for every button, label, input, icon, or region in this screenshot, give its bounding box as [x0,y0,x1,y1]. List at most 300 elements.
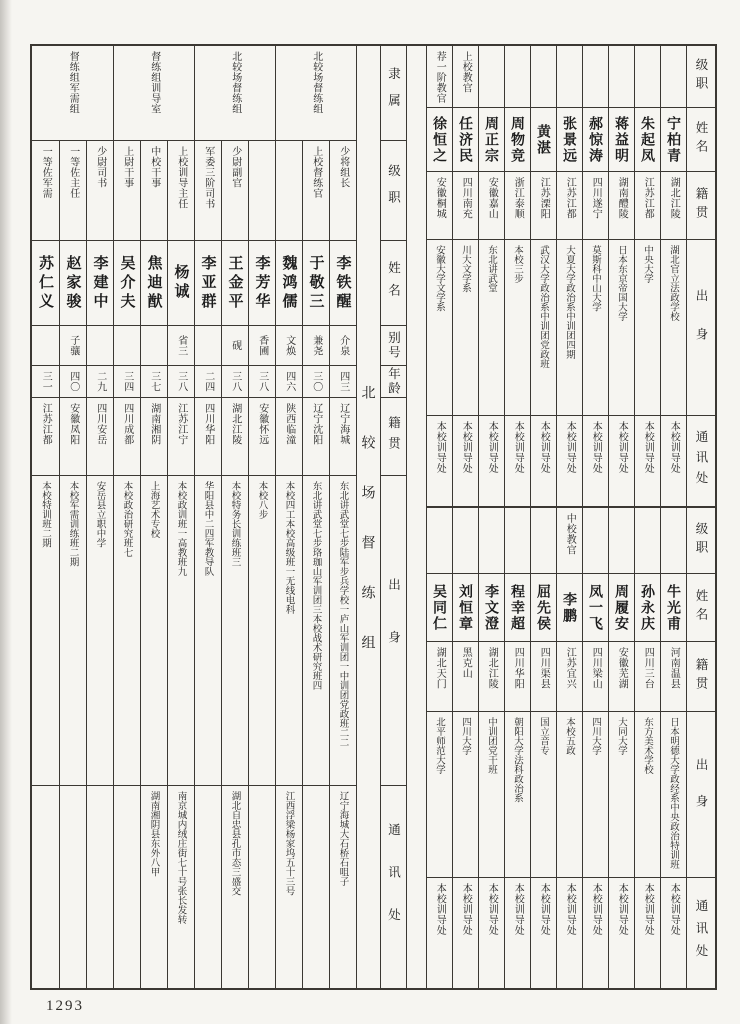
name-cell [530,108,556,171]
native-place-text: 浙江泰顺 [512,177,524,219]
native-place-cell [113,398,140,475]
person-name: 蒋益明 [614,115,630,164]
affiliation-cell [113,46,194,140]
background-text: 本校军需训练班二期 [67,481,79,567]
background-cell [478,712,504,877]
affiliation-row [32,46,356,141]
background-text: 四川大学 [460,717,471,755]
native-place-cell [140,398,167,475]
rank-cell [556,508,582,573]
contact-text: 本校训导处 [486,421,498,474]
native-place-cell [329,398,356,475]
native-place-row [426,642,686,712]
alias-cell [32,326,59,365]
age-text: 四〇 [67,371,79,392]
native-place-text: 四川华阳 [512,647,524,689]
rank-text: 上校训导主任 [175,146,187,209]
background-cell [530,240,556,415]
rank-cell [530,508,556,573]
alias-text: 介泉 [337,335,349,356]
rank-cell [582,508,608,573]
background-text: 大夏大学政治系中训团四期 [564,245,575,359]
background-text: 本校政训班一高教班九 [175,481,187,576]
background-cell [582,712,608,877]
age-cell [113,366,140,397]
background-row [426,712,686,878]
header-label: 通讯处 [386,823,401,951]
native-place-cell [478,642,504,711]
person-name: 张景远 [562,115,578,164]
right-top-table [426,46,686,508]
person-name: 焦迪猷 [145,254,163,312]
native-place-cell [248,398,275,475]
background-text: 中央大学 [642,245,653,283]
person-name: 李铁醒 [334,254,352,312]
background-text: 本校三步 [512,245,523,283]
alias-cell [221,326,248,365]
header-rank [687,508,715,574]
person-name: 周物竞 [510,115,526,164]
header-label: 籍贯 [694,658,708,695]
name-cell [167,241,194,325]
name-cell [86,241,113,325]
rank-cell [167,141,194,240]
header-background [687,712,715,878]
affiliation-text: 督练组训导室 [148,51,160,114]
person-name: 吴介夫 [118,254,136,312]
contact-text: 本校训导处 [616,421,628,474]
name-cell [608,108,634,171]
person-name: 吴同仁 [432,583,448,632]
background-cell [194,476,221,785]
header-label: 年龄 [386,367,401,396]
native-place-text: 湖北江陵 [229,403,241,445]
rank-cell [140,141,167,240]
native-place-text: 四川三台 [642,647,654,689]
native-place-text: 江苏江都 [40,403,52,445]
contact-cell [504,878,530,988]
address-row [32,786,356,988]
name-cell [329,241,356,325]
address-cell [302,786,329,988]
address-cell [59,786,86,988]
native-place-cell [167,398,194,475]
native-place-cell [275,398,302,475]
age-cell [275,366,302,397]
rank-cell [32,141,59,240]
name-cell [660,574,686,641]
header-label: 籍贯 [386,416,401,457]
age-cell [329,366,356,397]
background-cell [221,476,248,785]
native-place-row [426,172,686,240]
age-text: 三〇 [310,371,322,392]
header-background [687,240,715,416]
age-cell [221,366,248,397]
age-text: 四六 [283,371,295,392]
rank-cell [275,141,302,240]
native-place-text: 四川遂宁 [590,177,602,219]
person-name: 李文澄 [484,583,500,632]
background-cell [504,240,530,415]
background-cell [582,240,608,415]
rank-text: 中校干事 [148,146,160,188]
native-place-text: 四川安岳 [94,403,106,445]
contact-text: 本校训导处 [616,883,628,936]
name-cell [582,108,608,171]
alias-cell [113,326,140,365]
person-name: 程幸超 [510,583,526,632]
address-cell [140,786,167,988]
rank-text: 少将组长 [337,146,349,188]
header-name [381,241,406,326]
header-label: 姓名 [694,121,708,158]
native-place-cell [556,642,582,711]
rank-cell [248,141,275,240]
background-text: 东北讲武堂七步陆军步兵学校一庐山军训团一中训团党政班二二 [337,481,349,747]
age-text: 三四 [121,371,133,392]
name-cell [426,108,452,171]
native-place-text: 安徽凤阳 [67,403,79,445]
address-cell [32,786,59,988]
background-cell [167,476,194,785]
age-text: 二九 [94,371,106,392]
name-cell [302,241,329,325]
background-cell [660,712,686,877]
background-text: 本校特务长训练班三 [229,481,241,567]
person-name: 黄湛 [536,123,552,156]
registry-table-frame [30,44,717,990]
person-name: 任济民 [458,115,474,164]
age-cell [140,366,167,397]
native-place-text: 江苏江都 [642,177,654,219]
rank-cell [504,508,530,573]
native-place-cell [530,642,556,711]
header-label: 别号 [386,331,401,360]
contact-cell [556,416,582,506]
native-place-text: 四川南充 [460,177,472,219]
age-text: 三八 [256,371,268,392]
native-place-cell [194,398,221,475]
background-text: 日本东京帝国大学 [616,245,627,321]
person-name: 李亚群 [199,254,217,312]
contact-cell [660,878,686,988]
rank-cell [504,46,530,107]
background-text: 东方美术学校 [642,717,653,774]
person-name: 杨诚 [172,264,190,302]
name-cell [478,108,504,171]
background-text: 武汉大学政治系中训团党政班 [538,245,549,369]
rank-text: 一等佐军需 [40,146,52,199]
native-place-cell [660,172,686,239]
native-place-cell [478,172,504,239]
name-row [426,574,686,642]
contact-text: 本校训导处 [564,421,576,474]
contact-text: 本校训导处 [460,421,472,474]
contact-cell [478,878,504,988]
contact-text: 本校训导处 [434,883,446,936]
name-cell [634,108,660,171]
native-place-cell [582,642,608,711]
alias-cell [140,326,167,365]
name-cell [275,241,302,325]
background-text: 川大文学系 [460,245,471,293]
contact-text: 本校训导处 [590,421,602,474]
alias-text: 文焕 [283,335,295,356]
contact-text: 本校训导处 [668,883,680,936]
name-cell [582,574,608,641]
rank-cell [478,46,504,107]
native-place-text: 湖北江陵 [668,177,680,219]
rank-text: 一等佐主任 [67,146,79,199]
contact-text: 本校训导处 [512,421,524,474]
rank-cell [556,46,582,107]
background-text: 安岳县立职中学 [94,481,106,548]
contact-cell [582,878,608,988]
rank-row [426,508,686,574]
header-label: 姓名 [386,260,401,306]
header-name [687,574,715,642]
name-cell [32,241,59,325]
native-place-text: 辽宁沈阳 [310,403,322,445]
native-place-text: 安徽桐城 [434,177,446,219]
header-label: 隶属 [386,66,401,120]
age-text: 四三 [337,371,349,392]
header-label: 姓名 [694,589,708,626]
contact-cell [608,416,634,506]
contact-row [426,878,686,988]
background-cell [140,476,167,785]
native-place-cell [59,398,86,475]
native-place-cell [504,642,530,711]
contact-text: 本校训导处 [486,883,498,936]
native-place-text: 安徽嘉山 [486,177,498,219]
native-place-cell [556,172,582,239]
background-cell [452,712,478,877]
background-text: 安徽大学文学系 [434,245,445,312]
rank-cell [634,508,660,573]
name-cell [194,241,221,325]
name-cell [452,574,478,641]
contact-text: 本校训导处 [642,421,654,474]
background-cell [608,712,634,877]
rank-cell [478,508,504,573]
rank-text: 上尉干事 [121,146,133,188]
native-place-text: 辽宁海城 [337,403,349,445]
left-table [32,46,356,988]
section-title-strip [356,46,380,988]
name-row [32,241,356,326]
native-place-cell [582,172,608,239]
address-text: 南京城内绒庄街七十号张长发转 [175,791,187,924]
native-place-text: 湖北天门 [434,647,446,689]
affiliation-cell [32,46,113,140]
person-name: 徐恒之 [432,115,448,164]
background-cell [426,240,452,415]
header-name [687,108,715,172]
affiliation-text: 督练组军需组 [67,51,79,114]
alias-row [32,326,356,366]
alias-text: 兼尧 [310,335,322,356]
header-alias [381,326,406,366]
rank-cell [426,508,452,573]
person-name: 凤一飞 [588,583,604,632]
address-text: 江西浮梁杨家坞五十三号 [283,791,295,896]
affiliation-cell [275,46,356,140]
contact-cell [582,416,608,506]
alias-cell [329,326,356,365]
background-cell [113,476,140,785]
alias-cell [194,326,221,365]
native-place-text: 江苏溧阳 [538,177,550,219]
header-label: 通讯处 [694,899,708,967]
background-text: 日本明德大学政经系中央政治特训班 [668,717,679,869]
header-contact [687,878,715,988]
address-cell [248,786,275,988]
age-cell [194,366,221,397]
rank-text: 上校督练官 [310,146,322,199]
contact-text: 本校训导处 [590,883,602,936]
native-place-text: 四川华阳 [202,403,214,445]
native-place-cell [221,398,248,475]
native-place-cell [452,642,478,711]
native-place-text: 黑克山 [460,647,472,679]
native-place-text: 四川渠县 [538,647,550,689]
background-cell [59,476,86,785]
affiliation-cell [194,46,275,140]
header-rank [687,46,715,108]
age-text: 二四 [202,371,214,392]
contact-cell [556,878,582,988]
background-text: 四川大学 [590,717,601,755]
background-row [426,240,686,416]
address-cell [86,786,113,988]
native-place-text: 陕西临潼 [283,403,295,445]
rank-text: 上校教官 [460,51,472,93]
right-table-header-strip [686,46,715,988]
background-text: 东北讲武堂 [486,245,497,293]
age-text: 三一 [40,371,52,392]
native-place-text: 安徽怀远 [256,403,268,445]
contact-text: 本校训导处 [538,421,550,474]
background-text: 本校政治研究班七 [121,481,133,557]
contact-row [426,416,686,508]
address-cell [194,786,221,988]
native-place-cell [426,642,452,711]
contact-cell [452,416,478,506]
name-cell [660,108,686,171]
page-number: 1293 [46,998,84,1014]
contact-cell [426,416,452,506]
rank-text: 中校教官 [564,513,576,555]
header-background [381,476,406,786]
name-cell [556,108,582,171]
background-text: 国立音专 [538,717,549,755]
header-native-place [381,398,406,476]
alias-text: 砚 [229,340,241,351]
person-name: 孙永庆 [640,583,656,632]
alias-cell [302,326,329,365]
contact-text: 本校训导处 [538,883,550,936]
header-label: 级职 [386,164,401,217]
person-name: 屈先侯 [536,583,552,632]
header-rank [381,141,406,241]
name-cell [113,241,140,325]
name-cell [478,574,504,641]
background-text: 朝阳大学法科政治系 [512,717,523,803]
contact-cell [452,878,478,988]
age-cell [32,366,59,397]
name-cell [426,574,452,641]
background-cell [452,240,478,415]
rank-text: 荐一阶教官 [434,51,446,104]
name-cell [248,241,275,325]
native-place-cell [32,398,59,475]
background-cell [608,240,634,415]
age-cell [86,366,113,397]
person-name: 魏鸿儒 [280,254,298,312]
header-label: 出身 [386,578,401,683]
alias-text: 省三 [175,335,187,356]
background-text: 莫斯科中山大学 [590,245,601,312]
person-name: 朱起凤 [640,115,656,164]
native-place-text: 湖南醴陵 [616,177,628,219]
name-cell [452,108,478,171]
background-text: 北平师范大学 [434,717,445,774]
header-affiliation [381,46,406,141]
native-place-text: 江苏江宁 [175,403,187,445]
name-row [426,108,686,172]
age-text: 三八 [229,371,241,392]
background-row [32,476,356,786]
alias-text: 子骧 [67,335,79,356]
address-cell [329,786,356,988]
header-label: 级职 [694,522,708,559]
person-name: 李鹏 [562,591,578,624]
rank-cell [59,141,86,240]
person-name: 王金平 [226,254,244,312]
rank-cell [221,141,248,240]
rank-text: 少尉司书 [94,146,106,188]
person-name: 于敬三 [307,254,325,312]
header-label: 通讯处 [694,430,708,492]
background-cell [660,240,686,415]
age-text: 三七 [148,371,160,392]
person-name: 宁柏青 [666,115,682,164]
header-native-place [687,172,715,240]
native-place-text: 河南温县 [668,647,680,689]
right-tables [426,46,686,988]
person-name: 赵家骏 [64,254,82,312]
age-cell [59,366,86,397]
native-place-cell [426,172,452,239]
contact-cell [530,416,556,506]
native-place-cell [608,642,634,711]
native-place-cell [86,398,113,475]
background-cell [556,240,582,415]
header-age [381,366,406,398]
rank-cell [660,508,686,573]
rank-row [426,46,686,108]
rank-row [32,141,356,241]
header-label: 出身 [694,758,708,831]
contact-cell [634,416,660,506]
native-place-text: 湖南湘阴 [148,403,160,445]
native-place-cell [634,172,660,239]
address-text: 湖南湘阴县东外八甲 [148,791,160,877]
native-place-text: 安徽芜湖 [616,647,628,689]
background-cell [426,712,452,877]
